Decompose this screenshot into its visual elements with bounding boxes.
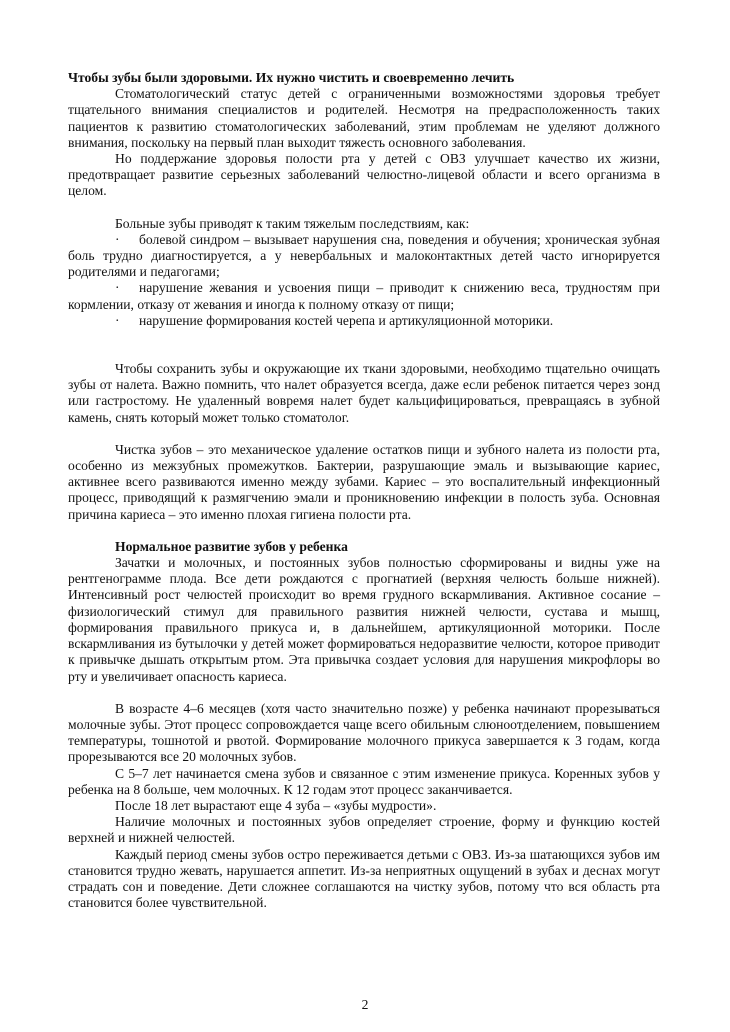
list-item-text: нарушение жевания и усвоения пищи – приводит к снижению веса, трудностям при кормлении, отказу от жевания и иногда к полному отказу от пищи; (68, 280, 660, 312)
list-item-text: нарушение формирования костей черепа и артикуляционной моторики. (139, 312, 554, 328)
bullet-marker: · (115, 312, 120, 328)
paragraph: Чистка зубов – это механическое удаление остатков пищи и зубного налета из полости рта, особенно из межзубных промежутков. Бактерии, разрушающие эмаль и вызывающие кариес, активнее всего развиваются именно между зубами. Кариес – это воспалительный инфекционный процесс, приводящий к размягчению эмали и проникновению инфекции в полость зуба. Основная причина кариеса – это именно плохая гигиена полости рта. (68, 441, 660, 522)
section-heading-teeth-development: Нормальное развитие зубов у ребенка (115, 538, 348, 554)
bullet-marker: · (115, 280, 120, 296)
bullet-marker: · (115, 231, 120, 247)
paragraph: В возрасте 4–6 месяцев (хотя часто значительно позже) у ребенка начинают прорезываться молочные зубы. Этот процесс сопровождается чаще всего обильным слюноотделением, повышением температуры, тошнотой и рвотой. Формирование молочного прикуса завершается к 3 годам, когда прорезываются все 20 молочных зубов. (68, 700, 660, 765)
consequences-list (68, 232, 660, 329)
page-number: 2 (361, 997, 369, 1012)
paragraph: Каждый период смены зубов остро переживается детьми с ОВЗ. Из-за шатающихся зубов им становится трудно жевать, нарушается аппетит. Из-за неприятных ощущений в зубах и деснах могут страдать сон и поведение. Дети сложнее соглашаются на чистку зубов, потому что вся область рта становится более чувствительной. (68, 846, 660, 911)
document-page (68, 70, 660, 911)
paragraph: Чтобы сохранить зубы и окружающие их ткани здоровыми, необходимо тщательно очищать зубы от налета. Важно помнить, что налет образуется всегда, даже если ребенок питается через зонд или гастростому. Не удаленный вовремя налет будет кальцифицироваться, превращаясь в зубной камень, снять который может только стоматолог. (68, 361, 660, 425)
paragraph-gap (68, 523, 660, 539)
paragraph: После 18 лет вырастают еще 4 зуба – «зубы мудрости». (115, 797, 437, 813)
paragraph-gap (68, 426, 660, 442)
paragraph: Но поддержание здоровья полости рта у детей с ОВЗ улучшает качество их жизни, предотвращает развитие серьезных заболеваний челюстно-лицевой области и всего организма в целом. (68, 151, 660, 199)
paragraph: С 5–7 лет начинается смена зубов и связанное с этим изменение прикуса. Коренных зубов у ребенка на 8 больше, чем молочных. К 12 годам этот процесс заканчивается. (68, 765, 660, 797)
paragraph: Больные зубы приводят к таким тяжелым последствиям, как: (115, 215, 470, 231)
section-heading-healthy-teeth: Чтобы зубы были здоровыми. Их нужно чистить и своевременно лечить (68, 70, 515, 85)
list-item (68, 313, 660, 329)
list-item (68, 280, 660, 312)
paragraph: Зачатки и молочных, и постоянных зубов полностью сформированы и видны уже на рентгенограмме плода. Все дети рождаются с прогнатией (верхняя челюсть больше нижней). Интенсивный рост челюстей происходит во время грудного вскармливания. Активное сосание – физиологический стимул для правильного развития нижней челюсти, сустава и мышц, формирования правильного прикуса и, в дальнейшем, артикуляционной моторики. После вскармливания из бутылочки у детей может формироваться недоразвитие челюсти, которое приводит к привычке дышать открытым ртом. Эта привычка создает условия для нарушения микрофлоры во рту и увеличивает опасность кариеса. (68, 555, 660, 684)
list-item-text: болевой синдром – вызывает нарушения сна, поведения и обучения; хроническая зубная боль трудно диагностируется, а у невербальных и малоконтактных детей часто игнорируется родителями и педагогами; (68, 231, 660, 280)
paragraph: Стоматологический статус детей с ограниченными возможностями здоровья требует тщательного внимания специалистов и родителей. Несмотря на предрасположенность таких пациентов к развитию стоматологических заболеваний, этим проблемам не уделяют должного внимания, поскольку на первый план выходит тяжесть основного заболевания. (68, 86, 660, 150)
paragraph-gap (68, 329, 660, 361)
list-item (68, 232, 660, 281)
paragraph: Наличие молочных и постоянных зубов определяет строение, форму и функцию костей верхней и нижней челюстей. (68, 814, 660, 846)
paragraph-gap (68, 685, 660, 701)
paragraph-gap (68, 200, 660, 216)
